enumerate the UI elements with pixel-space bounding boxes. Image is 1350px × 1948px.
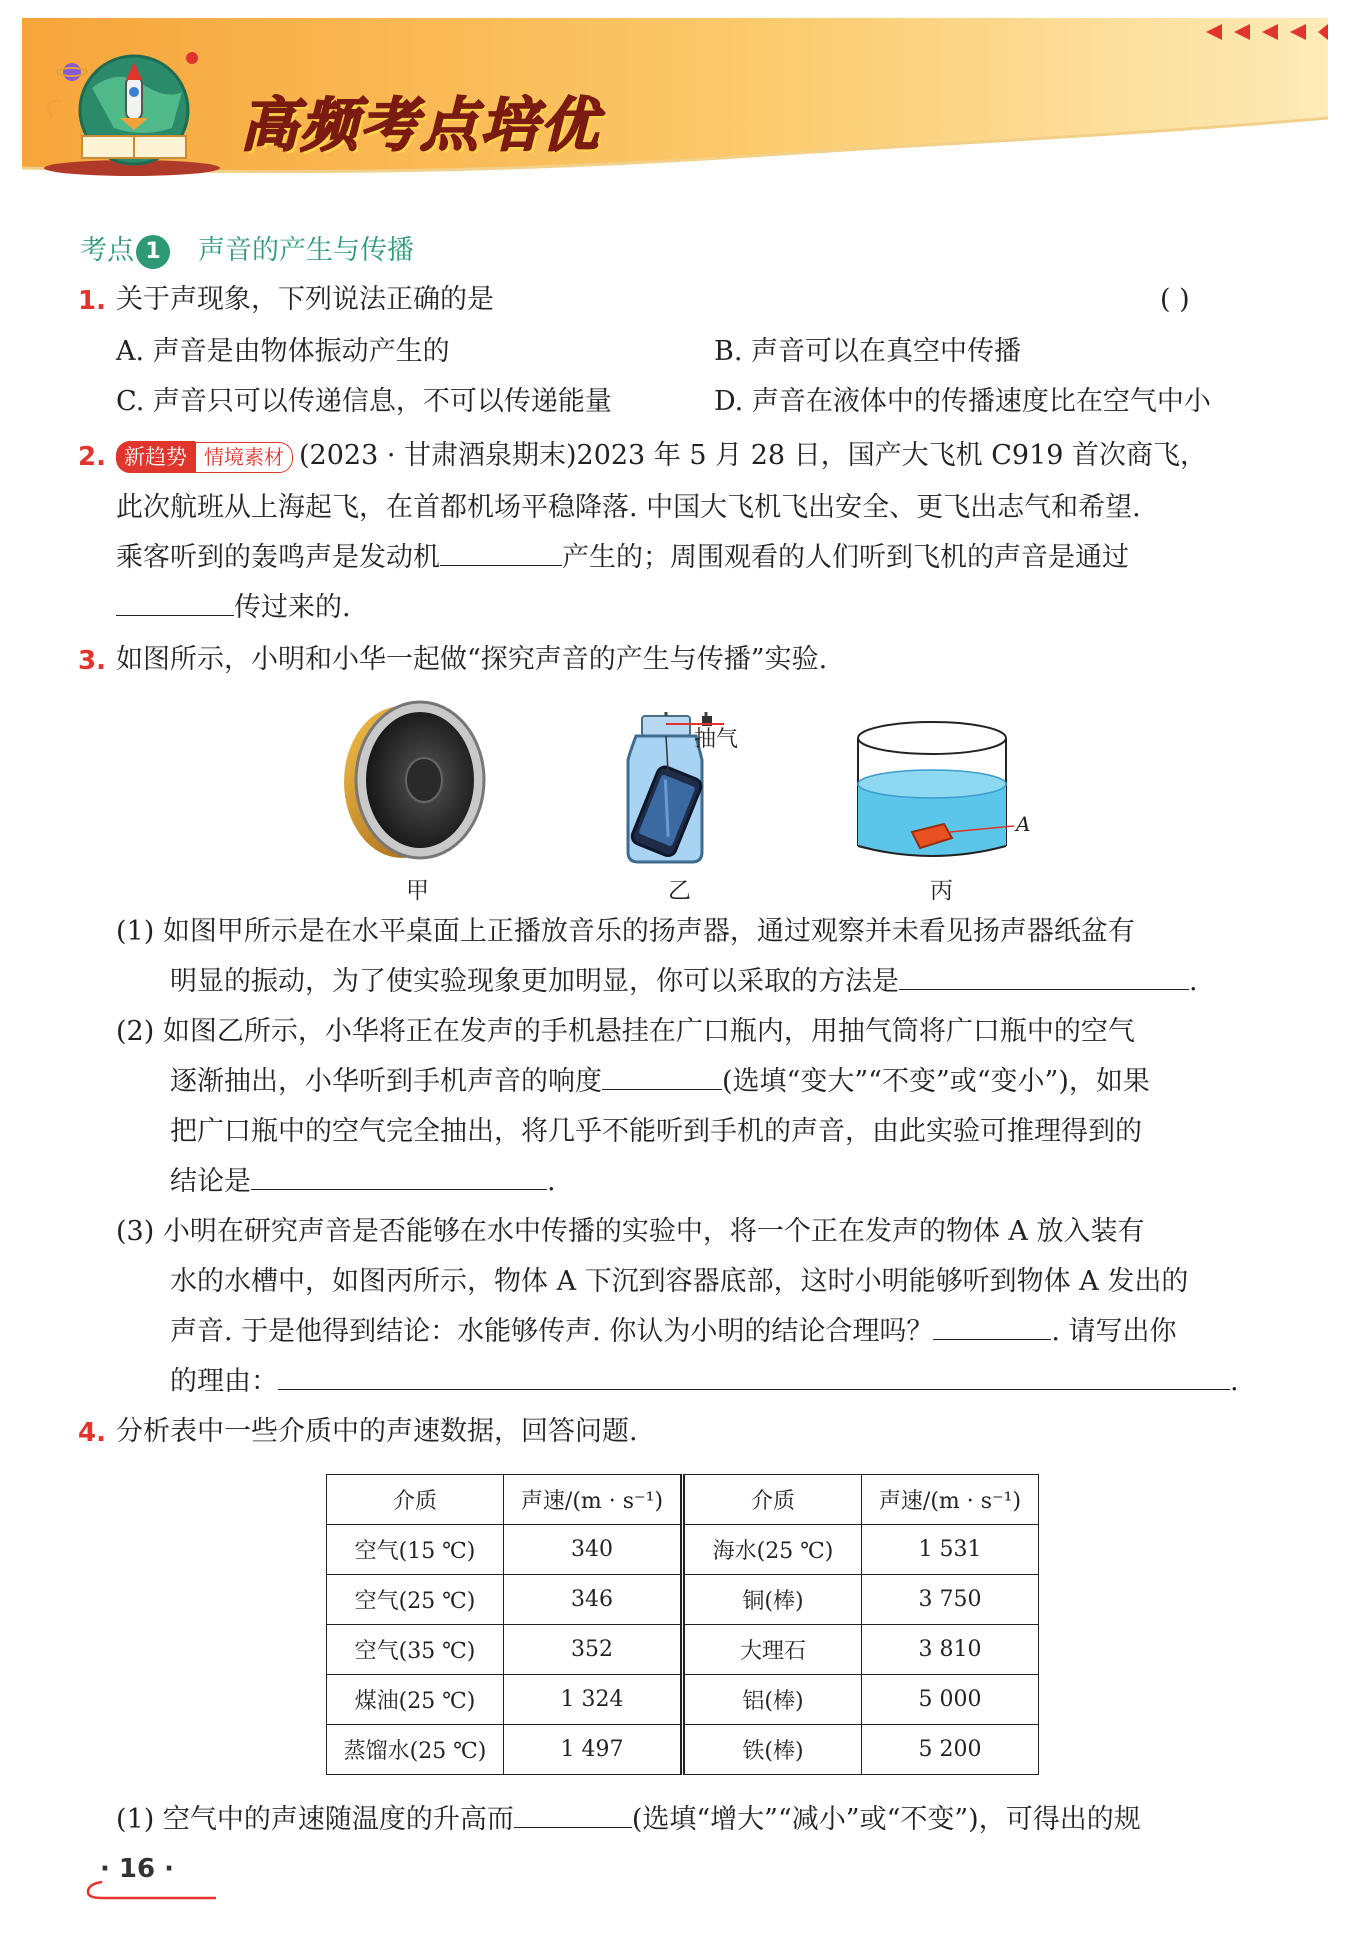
- q3-p1-line2: 明显的振动，为了使实验现象更加明显，你可以采取的方法是 .: [170, 962, 1198, 1002]
- q3-p3-blank-1[interactable]: [933, 1313, 1051, 1340]
- q4-stem: 分析表中一些介质中的声速数据，回答问题.: [116, 1416, 638, 1447]
- table-header-cell: 声速/(m · s⁻¹): [862, 1475, 1039, 1525]
- water-tank-figure: [852, 716, 1022, 866]
- table-cell: 空气(35 ℃): [327, 1625, 504, 1675]
- table-row: [327, 1625, 1039, 1675]
- q2-number: 2.: [78, 442, 106, 472]
- table-cell: 340: [504, 1525, 683, 1575]
- q2-line1: [116, 436, 1207, 476]
- table-cell: 煤油(25 ℃): [327, 1675, 504, 1725]
- q3-p3-line3-text-b: . 请写出你: [1051, 1316, 1177, 1347]
- table-cell: 铁(棒): [683, 1725, 862, 1775]
- q3-p2-line3: 把广口瓶中的空气完全抽出，将几乎不能听到手机的声音，由此实验可推理得到的: [170, 1116, 1142, 1147]
- table-cell: 5 200: [862, 1725, 1039, 1775]
- table-cell: 铝(棒): [683, 1675, 862, 1725]
- q3-p2-line4: 结论是 .: [170, 1162, 556, 1202]
- new-trend-tag: 新趋势: [116, 441, 195, 473]
- q3-stem: 如图所示，小明和小华一起做“探究声音的产生与传播”实验.: [116, 644, 828, 675]
- q3-p1-line1: (1) 如图甲所示是在水平桌面上正播放音乐的扬声器，通过观察并未看见扬声器纸盆有: [116, 916, 1135, 947]
- q3-p3-line4: 的理由： .: [170, 1362, 1239, 1402]
- kaodian-number-badge: 1: [136, 235, 170, 269]
- table-cell: 铜(棒): [683, 1575, 862, 1625]
- q3-p2-line2: [170, 1062, 1150, 1102]
- table-row: [327, 1675, 1039, 1725]
- table-cell: 346: [504, 1575, 683, 1625]
- table-header-cell: 介质: [327, 1475, 504, 1525]
- table-cell: 5 000: [862, 1675, 1039, 1725]
- q4-p1-blank[interactable]: [514, 1801, 632, 1828]
- q1-number: 1.: [78, 286, 106, 316]
- table-cell: 352: [504, 1625, 683, 1675]
- table-cell: 空气(15 ℃): [327, 1525, 504, 1575]
- kaodian-label: 考点: [80, 235, 134, 266]
- table-row: [327, 1725, 1039, 1775]
- q3-p2-line1: (2) 如图乙所示，小华将正在发声的手机悬挂在广口瓶内，用抽气筒将广口瓶中的空气: [116, 1016, 1135, 1047]
- q2-line3-text-a: 乘客听到的轰鸣声是发动机: [116, 542, 440, 573]
- object-a-label: A: [1016, 812, 1031, 836]
- table-cell: 3 750: [862, 1575, 1039, 1625]
- q2-line3: [116, 538, 1129, 578]
- q2-line1-text: (2023 · 甘肃酒泉期末)2023 年 5 月 28 日，国产大飞机 C919 首次商飞，: [299, 440, 1208, 471]
- q1-option-a: A. 声音是由物体振动产生的: [116, 336, 450, 367]
- table-cell: 空气(25 ℃): [327, 1575, 504, 1625]
- section-heading: [80, 228, 414, 269]
- q2-line2: 此次航班从上海起飞，在首都机场平稳降落. 中国大飞机飞出安全、更飞出志气和希望.: [116, 492, 1141, 523]
- q3-p2-line2-text-b: (选填“变大”“不变”或“变小”)，如果: [722, 1066, 1150, 1097]
- q3-p3-line3: [170, 1312, 1177, 1352]
- table-header-cell: 声速/(m · s⁻¹): [504, 1475, 683, 1525]
- table-header-cell: 介质: [683, 1475, 862, 1525]
- q3-p1-blank[interactable]: [899, 963, 1189, 990]
- q1-option-c: C. 声音只可以传递信息，不可以传递能量: [116, 386, 612, 417]
- sound-speed-table: [326, 1474, 1039, 1775]
- figure-label-jia: 甲: [406, 878, 429, 904]
- table-cell: 蒸馏水(25 ℃): [327, 1725, 504, 1775]
- table-header-row: [327, 1475, 1039, 1525]
- q2-blank-1[interactable]: [440, 539, 562, 566]
- q3-p2-blank-2[interactable]: [251, 1163, 547, 1190]
- figure-label-bing: 丙: [930, 878, 953, 904]
- speaker-figure: [340, 694, 490, 862]
- q1-option-d: D. 声音在液体中的传播速度比在空气中小: [714, 386, 1211, 417]
- table-row: [327, 1525, 1039, 1575]
- q2-line4-text: 传过来的.: [234, 592, 351, 623]
- pump-label: 抽气: [694, 727, 739, 752]
- q4-p1-line1: [116, 1800, 1141, 1840]
- q4-number: 4.: [78, 1418, 106, 1448]
- header-banner: [22, 18, 1328, 186]
- q3-p3-blank-2[interactable]: [278, 1363, 1230, 1390]
- q4-p1-text-a: (1) 空气中的声速随温度的升高而: [116, 1804, 514, 1835]
- page-number: · 16 ·: [100, 1854, 175, 1884]
- table-cell: 大理石: [683, 1625, 862, 1675]
- table-cell: 海水(25 ℃): [683, 1525, 862, 1575]
- q3-p2-line2-text-a: 逐渐抽出，小华听到手机声音的响度: [170, 1066, 602, 1097]
- q3-p3-line1: (3) 小明在研究声音是否能够在水中传播的实验中，将一个正在发声的物体 A 放入装有: [116, 1216, 1145, 1247]
- q3-p2-blank-1[interactable]: [602, 1063, 722, 1090]
- q3-p3-line4-text: 的理由：: [170, 1366, 278, 1397]
- table-cell: 1 324: [504, 1675, 683, 1725]
- table-cell: 1 497: [504, 1725, 683, 1775]
- table-row: [327, 1575, 1039, 1625]
- q3-p3-line2: 水的水槽中，如图丙所示，物体 A 下沉到容器底部，这时小明能够听到物体 A 发出的: [170, 1266, 1189, 1297]
- table-cell: 3 810: [862, 1625, 1039, 1675]
- q3-p2-line4-text: 结论是: [170, 1166, 251, 1197]
- q1-option-b: B. 声音可以在真空中传播: [714, 336, 1022, 367]
- q2-line4: [116, 588, 351, 628]
- table-cell: 1 531: [862, 1525, 1039, 1575]
- q1-stem: 关于声现象，下列说法正确的是: [116, 284, 494, 315]
- kaodian-title: 声音的产生与传播: [198, 235, 414, 266]
- figure-label-yi: 乙: [668, 878, 691, 904]
- q3-p1-line2-text: 明显的振动，为了使实验现象更加明显，你可以采取的方法是: [170, 966, 899, 997]
- scenario-material-tag: 情境素材: [195, 442, 293, 473]
- page-title: 高频考点培优: [240, 91, 601, 159]
- q1-answer-paren: ( ): [1160, 284, 1190, 315]
- q3-p3-line3-text-a: 声音. 于是他得到结论：水能够传声. 你认为小明的结论合理吗？: [170, 1316, 934, 1347]
- q2-blank-2[interactable]: [116, 589, 234, 616]
- q4-p1-text-b: (选填“增大”“减小”或“不变”)，可得出的规: [631, 1804, 1141, 1835]
- q3-number: 3.: [78, 646, 106, 676]
- q2-line3-text-b: 产生的；周围观看的人们听到飞机的声音是通过: [562, 542, 1129, 573]
